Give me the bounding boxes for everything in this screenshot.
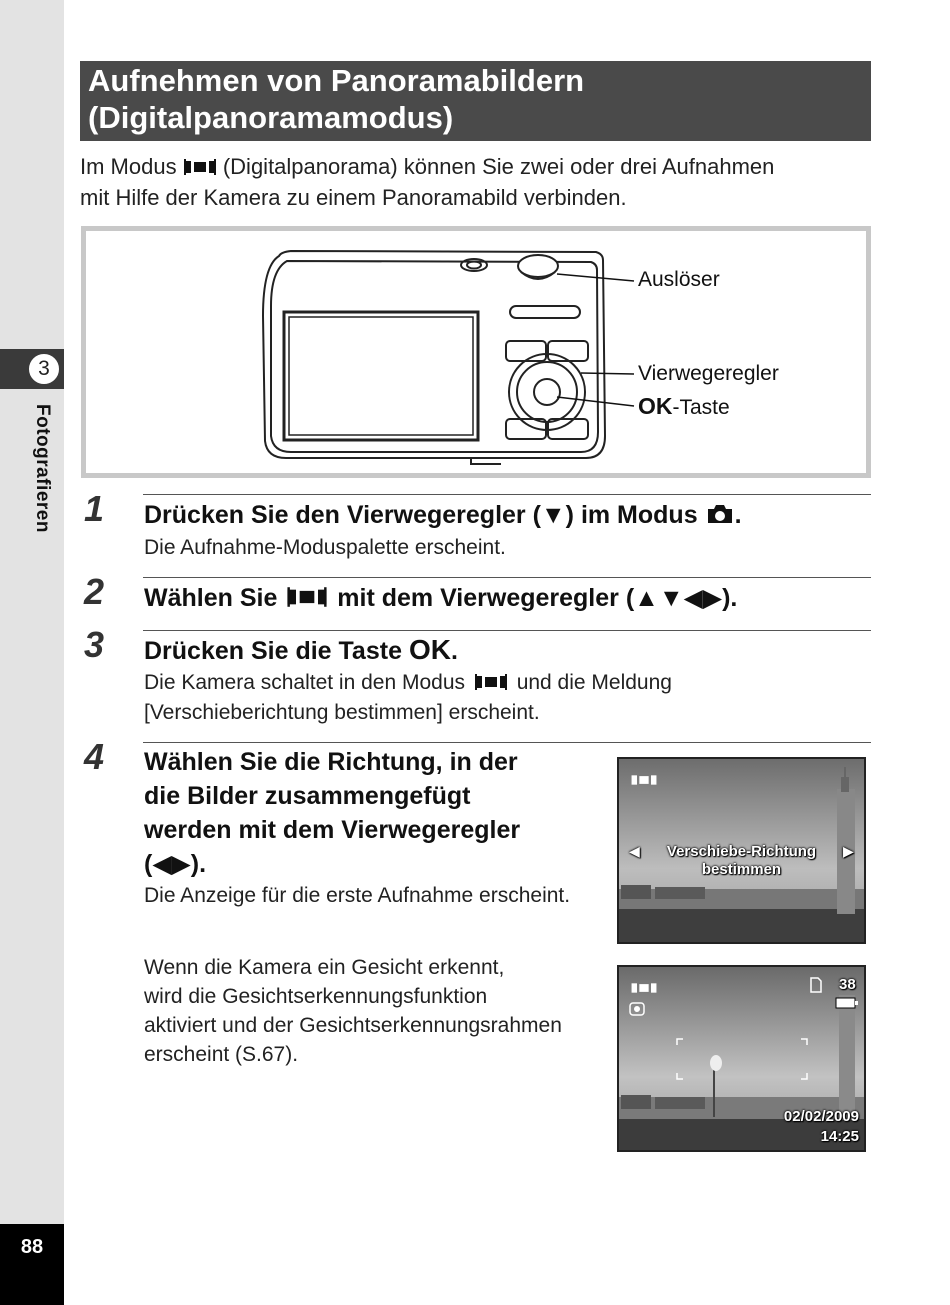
still-camera-icon xyxy=(705,503,735,525)
digital-panorama-icon xyxy=(471,673,511,691)
digital-panorama-icon xyxy=(629,981,659,995)
step-2-number: 2 xyxy=(84,571,105,612)
step-3-body-pre: Die Kamera schaltet in den Modus xyxy=(144,671,465,694)
step-3-body-post: und die Meldung xyxy=(516,671,672,694)
digital-panorama-icon xyxy=(183,158,217,176)
step-4-heading-line: (◀▶). xyxy=(144,850,207,878)
callout-ok-suffix: -Taste xyxy=(672,396,730,419)
section-title-line2: (Digitalpanoramamodus) xyxy=(88,100,454,135)
direction-message-line1: Verschiebe-Richtung xyxy=(666,843,817,860)
step-4-rule xyxy=(143,742,871,743)
note-line: wird die Gesichtserkennungsfunktion xyxy=(144,985,488,1008)
chapter-label-wrap xyxy=(20,404,60,574)
intro-line2: mit Hilfe der Kamera zu einem Panoramabild verbinden. xyxy=(80,185,627,210)
step-2-heading-pre: Wählen Sie xyxy=(144,584,278,612)
battery-icon xyxy=(835,997,859,1009)
intro-post: (Digitalpanorama) können Sie zwei oder drei Aufnahmen xyxy=(222,154,775,179)
digital-panorama-icon xyxy=(629,773,659,787)
note-line: Wenn die Kamera ein Gesicht erkennt, xyxy=(144,956,505,979)
step-3-body xyxy=(144,668,844,728)
step-3-heading-end: . xyxy=(450,637,458,665)
face-detection-note xyxy=(144,953,604,1069)
step-4-heading-line: werden mit dem Vierwegeregler xyxy=(144,816,521,844)
direction-message xyxy=(649,843,834,879)
step-3-heading-pre: Drücken Sie die Taste xyxy=(144,637,402,665)
step-2-rule xyxy=(143,577,871,578)
note-line: erscheint (S.67). xyxy=(144,1043,299,1066)
lcd-screen-direction xyxy=(617,757,866,944)
step-1-heading-text: Drücken Sie den Vierwegeregler (▼) im Modus xyxy=(144,501,698,529)
step-2-heading xyxy=(144,581,737,615)
right-arrow-icon: ▶ xyxy=(843,843,854,859)
remaining-shots: 38 xyxy=(839,976,856,993)
lcd-screen-face-detect xyxy=(617,965,866,1152)
digital-panorama-icon xyxy=(284,586,330,608)
step-4-heading xyxy=(144,745,604,881)
intro-paragraph xyxy=(80,151,880,213)
step-1-number: 1 xyxy=(84,488,105,529)
left-arrow-icon: ◀ xyxy=(629,843,640,859)
time-display: 14:25 xyxy=(820,1128,859,1145)
memory-card-icon xyxy=(810,977,822,993)
date-display: 02/02/2009 xyxy=(783,1108,859,1125)
section-title-line1: Aufnehmen von Panoramabildern xyxy=(88,63,585,98)
direction-message-line2: bestimmen xyxy=(701,861,782,878)
note-line: aktiviert und der Gesichtserkennungsrahmen xyxy=(144,1014,562,1037)
section-title xyxy=(88,62,868,136)
page-number: 88 xyxy=(20,1236,44,1258)
step-4-number: 4 xyxy=(84,736,105,777)
step-1-heading xyxy=(144,498,742,532)
callout-shutter: Auslöser xyxy=(638,268,720,291)
step-1-body: Die Aufnahme-Moduspalette erscheint. xyxy=(144,536,506,559)
chapter-label: Fotografieren xyxy=(32,404,53,533)
step-1-rule xyxy=(143,494,871,495)
chapter-sidebar xyxy=(0,0,64,1305)
step-4-heading-line: die Bilder zusammengefügt xyxy=(144,782,471,810)
step-2-heading-post: mit dem Vierwegeregler (▲▼◀▶). xyxy=(337,584,738,612)
face-detection-icon xyxy=(629,1002,645,1016)
step-3-number: 3 xyxy=(84,624,105,665)
callout-ok xyxy=(638,393,730,420)
step-3-rule xyxy=(143,630,871,631)
ok-button-glyph: OK xyxy=(638,393,673,419)
callout-dpad: Vierwegeregler xyxy=(638,362,779,385)
step-1-heading-end: . xyxy=(734,501,742,529)
datetime-display xyxy=(769,1107,859,1147)
chapter-number: 3 xyxy=(27,352,61,386)
step-3-heading xyxy=(144,633,458,668)
ok-button-glyph: OK xyxy=(408,634,451,665)
step-4-body: Die Anzeige für die erste Aufnahme erscheint. xyxy=(144,884,571,907)
step-3-body-line2: [Verschieberichtung bestimmen] erscheint. xyxy=(144,701,540,724)
intro-pre: Im Modus xyxy=(80,154,177,179)
camera-back-illustration xyxy=(81,226,871,478)
step-4-heading-line: Wählen Sie die Richtung, in der xyxy=(144,748,518,776)
